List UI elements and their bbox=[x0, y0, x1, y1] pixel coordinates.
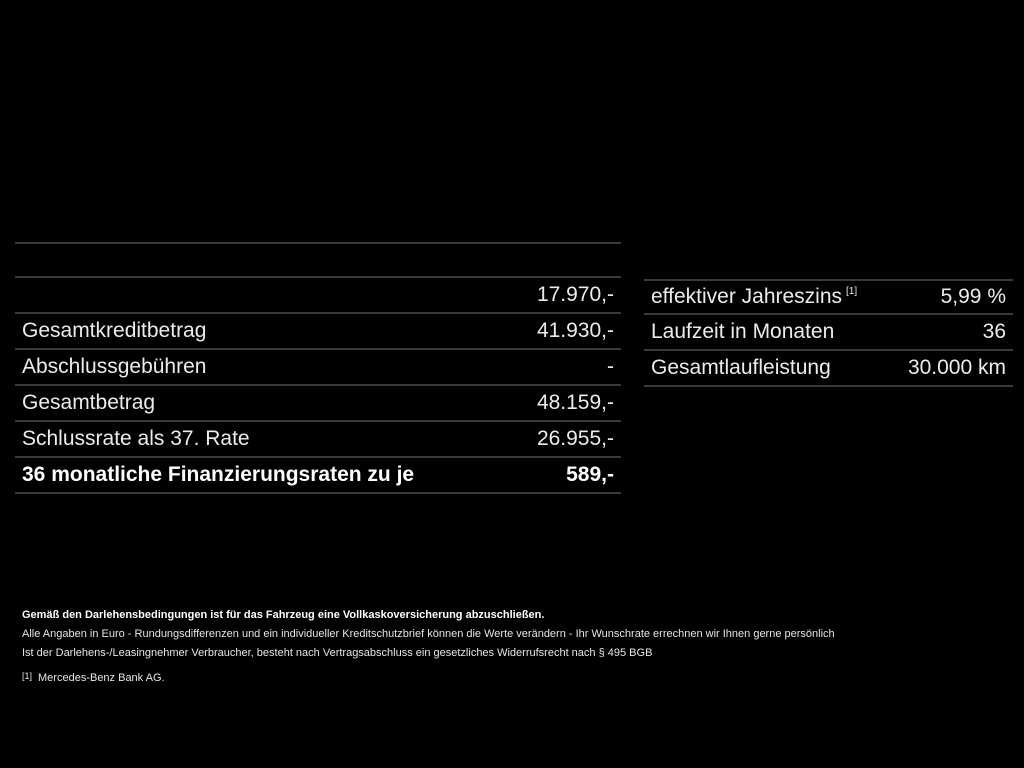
row-label: Schlussrate als 37. Rate bbox=[22, 427, 250, 450]
financing-row-total-credit bbox=[15, 314, 621, 350]
financing-row-final-rate bbox=[15, 422, 621, 458]
row-value: 589,- bbox=[566, 463, 614, 486]
insurance-note: Gemäß den Darlehensbedingungen ist für das Fahrzeug eine Vollkaskoversicherung abzuschließen. bbox=[22, 609, 545, 621]
row-label: Gesamtbetrag bbox=[22, 391, 156, 414]
footnote bbox=[22, 667, 1002, 688]
financing-row-total-amount bbox=[15, 386, 621, 422]
row-label: Gesamtlaufleistung bbox=[651, 356, 831, 379]
row-value: 48.159,- bbox=[536, 391, 614, 414]
row-value: 30.000 km bbox=[907, 356, 1006, 379]
row-value: 26.955,- bbox=[536, 427, 614, 450]
row-label: Abschlussgebühren bbox=[22, 355, 207, 378]
legal-notes bbox=[22, 606, 1002, 688]
row-value: 36 bbox=[982, 320, 1006, 343]
row-label: Laufzeit in Monaten bbox=[651, 320, 835, 343]
terms-row-mileage bbox=[644, 351, 1013, 387]
terms-row-interest bbox=[644, 279, 1013, 315]
row-value: 17.970,- bbox=[536, 283, 614, 306]
footnote-reference: [1] bbox=[846, 286, 858, 297]
footnote-text: Mercedes-Benz Bank AG. bbox=[38, 672, 165, 684]
row-label: 36 monatliche Finanzierungsraten zu je bbox=[22, 463, 415, 486]
interest-label-text: effektiver Jahreszins bbox=[651, 285, 843, 308]
terms-table bbox=[644, 279, 1013, 387]
row-value: 41.930,- bbox=[536, 319, 614, 342]
financing-row-price bbox=[15, 278, 621, 314]
row-value: 5,99 % bbox=[940, 285, 1006, 308]
terms-row-duration bbox=[644, 315, 1013, 351]
withdrawal-note: Ist der Darlehens-/Leasingnehmer Verbraucher, besteht nach Vertragsabschluss ein gesetzliches Widerrufsrecht nach § 495 BGB bbox=[22, 647, 653, 659]
financing-row-fees bbox=[15, 350, 621, 386]
row-value: - bbox=[607, 355, 614, 378]
row-label bbox=[651, 285, 857, 309]
disclaimer-note: Alle Angaben in Euro - Rundungsdifferenzen und ein individueller Kreditschutzbrief können die Werte verändern - Ihr Wunschrate errechnen wir Ihnen gerne persönlich bbox=[22, 628, 835, 640]
financing-table bbox=[15, 242, 621, 494]
financing-row-empty bbox=[15, 242, 621, 278]
footnote-marker: [1] bbox=[22, 671, 33, 681]
row-label: Gesamtkreditbetrag bbox=[22, 319, 207, 342]
financing-row-monthly-rate bbox=[15, 458, 621, 494]
